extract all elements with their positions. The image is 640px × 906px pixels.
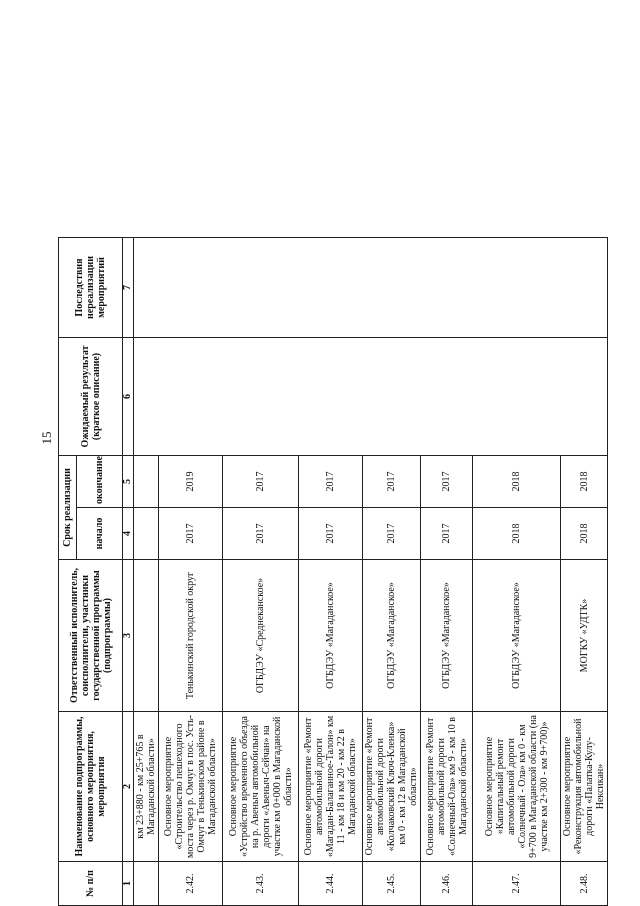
- row-end: 2018: [473, 456, 561, 508]
- row-name: км 23+880 - км 25+765 в Магаданской области»: [134, 712, 159, 862]
- table-row: [421, 58, 473, 906]
- row-name: Основное мероприятие «Капитальный ремонт автомобильной дороги «Солнечный - Ола» км 0 - км 9+700 в Магаданской области (на участке км 2+300 - км 9+700)»: [473, 712, 561, 862]
- table-row: [299, 58, 363, 906]
- row-executor: ОГБДЭУ «Магаданское»: [421, 560, 473, 712]
- table-row: [159, 58, 223, 906]
- header-start: начало: [77, 508, 123, 560]
- header-end: окончание: [77, 456, 123, 508]
- row-executor: ОГБДЭУ «Среднеканское»: [223, 560, 299, 712]
- row-num: 2.47.: [473, 862, 561, 906]
- header-consequences: Последствия нереализации мероприятий: [59, 238, 123, 338]
- colnum-4: 4: [123, 508, 134, 560]
- colnum-7: 7: [123, 238, 134, 338]
- row-executor: Тенькинский городской округ: [159, 560, 223, 712]
- program-table: [58, 58, 608, 906]
- row-executor: ОГБДЭУ «Магаданское»: [299, 560, 363, 712]
- row-num: 2.44.: [299, 862, 363, 906]
- colnum-5: 5: [123, 456, 134, 508]
- row-consequences: [134, 238, 608, 338]
- row-num: 2.42.: [159, 862, 223, 906]
- header-name: Наименование подпрограммы, основного мероприятия, мероприятия: [59, 712, 123, 862]
- row-name: Основное мероприятие «Ремонт автомобильной дороги «Солнечный-Ола» км 9 - км 10 в Магаданской области»: [421, 712, 473, 862]
- row-start: 2017: [299, 508, 363, 560]
- row-start: 2017: [421, 508, 473, 560]
- colnum-1: 1: [123, 862, 134, 906]
- row-end: 2017: [363, 456, 421, 508]
- row-start: 2017: [159, 508, 223, 560]
- header-result: Ожидаемый результат (краткое описание): [59, 338, 123, 456]
- row-executor: МОГКУ «УДТК»: [561, 560, 608, 712]
- table-row: [363, 58, 421, 906]
- row-end: 2019: [159, 456, 223, 508]
- row-name: Основное мероприятие «Строительство пешеходного моста через р. Омчуг в пос. Усть-Омчуг в Тенькинском районе в Магаданской области»: [159, 712, 223, 862]
- row-executor: ОГБДЭУ «Магаданское»: [363, 560, 421, 712]
- row-name: Основное мероприятие «Устройство временного объезда на р. Авеныч автомобильной дороги «Авеныч-Сейчан» на участке км 0+000 в Магаданской области»: [223, 712, 299, 862]
- row-start: 2018: [561, 508, 608, 560]
- row-executor: ОГБДЭУ «Магаданское»: [473, 560, 561, 712]
- row-name: Основное мероприятие «Ремонт автомобильной дороги «Колчаковский Ключ-Кленка» км 0 - км 12 в Магаданской области»: [363, 712, 421, 862]
- row-start: 2017: [363, 508, 421, 560]
- colnum-3: 3: [123, 560, 134, 712]
- header-executor: Ответственный исполнитель, соисполнители, участники государственной программы (подпрограммы): [59, 560, 123, 712]
- row-start: 2017: [223, 508, 299, 560]
- table-row: [134, 58, 159, 906]
- row-end: [134, 456, 159, 508]
- colnum-6: 6: [123, 338, 134, 456]
- row-num: 2.45.: [363, 862, 421, 906]
- empty-margin: [59, 58, 134, 238]
- row-end: 2017: [299, 456, 363, 508]
- row-end: 2017: [223, 456, 299, 508]
- row-num: 2.48.: [561, 862, 608, 906]
- table-row: [223, 58, 299, 906]
- row-num: [134, 862, 159, 906]
- row-start: [134, 508, 159, 560]
- rotated-page: [58, 58, 582, 906]
- row-num: 2.46.: [421, 862, 473, 906]
- header-term: Срок реализации: [59, 456, 77, 560]
- row-executor: [134, 560, 159, 712]
- row-num: 2.43.: [223, 862, 299, 906]
- header-num: № п/п: [59, 862, 123, 906]
- row-result: [134, 338, 608, 456]
- page-number: 15: [39, 427, 55, 449]
- table-row: [473, 58, 561, 906]
- row-name: Основное мероприятие «Ремонт автомобильной дороги «Магадан-Балаганное-Талон» км 11 - км 18 и км 20 - км 22 в Магаданской области»: [299, 712, 363, 862]
- row-end: 2017: [421, 456, 473, 508]
- colnum-2: 2: [123, 712, 134, 862]
- row-name: Основное мероприятие «Реконструкция автомобильной дороги «Палатка-Кулу-Нексикан»: [561, 712, 608, 862]
- table-row: [561, 58, 608, 906]
- row-end: 2018: [561, 456, 608, 508]
- row-start: 2018: [473, 508, 561, 560]
